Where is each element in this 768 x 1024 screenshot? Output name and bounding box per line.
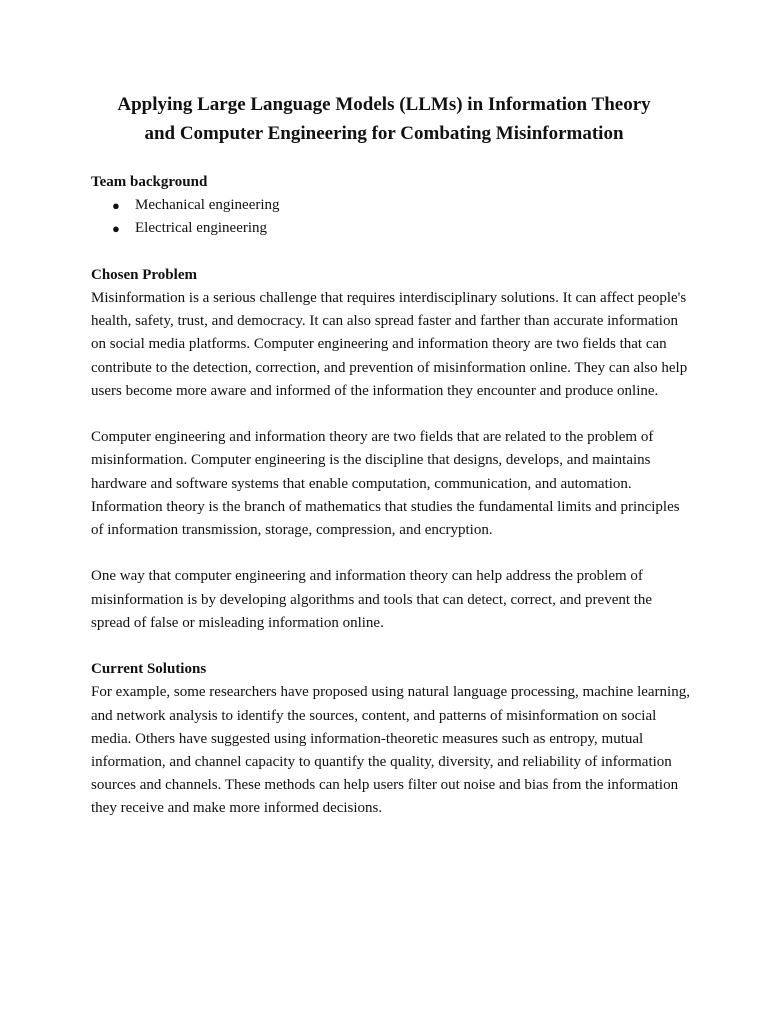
paragraph: For example, some researchers have proposed using natural language processing, machine learning, and network analysis to identify the sources, content, and patterns of misinformation on social media. Others have suggested using information-theoretic measures such as entropy, mutual information, and channel capacity to quantify the quality, diversity, and reliability of information sources and channels. These methods can help users filter out noise and bias from the information they receive and make more informed decisions. <box>91 684 690 817</box>
bullet-icon: ● <box>112 198 120 214</box>
paragraph: One way that computer engineering and information theory can help address the problem of misinformation is by developing algorithms and tools that can detect, correct, and prevent the spread of false or misleading information online. <box>91 568 653 631</box>
paragraph: Misinformation is a serious challenge that requires interdisciplinary solutions. It can affect people's health, safety, trust, and democracy. It can also spread faster and farther than accurate information on social media platforms. Computer engineering and information theory are two fields that can contribute to the detection, correction, and prevention of misinformation online. They can also help users become more aware and informed of the information they encounter and produce online. <box>91 290 688 399</box>
list-item <box>91 217 691 240</box>
spacer <box>91 542 691 565</box>
spacer <box>91 403 691 426</box>
list-item-text: Electrical engineering <box>135 220 268 237</box>
current-solutions-heading: Current Solutions <box>91 661 207 678</box>
current-solutions-section <box>91 658 691 820</box>
list-item <box>91 194 691 217</box>
document-body <box>91 171 691 821</box>
bullet-icon: ● <box>112 221 120 237</box>
team-background-section <box>91 171 691 241</box>
team-background-heading: Team background <box>91 174 208 190</box>
document-title-line-1: Applying Large Language Models (LLMs) in Information Theory <box>117 94 651 115</box>
team-background-list <box>91 194 691 240</box>
chosen-problem-heading: Chosen Problem <box>91 266 197 283</box>
chosen-problem-section <box>91 264 691 635</box>
document-title-line-2: and Computer Engineering for Combating Misinformation <box>144 122 624 144</box>
spacer <box>91 241 691 264</box>
spacer <box>91 635 691 658</box>
document-title <box>60 91 708 148</box>
paragraph: Computer engineering and information theory are two fields that are related to the problem of misinformation. Computer engineering is the discipline that designs, develops, and maintains hardware and software systems that enable computation, communication, and automation. Information theory is the branch of mathematics that studies the fundamental limits and principles of information transmission, storage, compression, and encryption. <box>91 429 680 539</box>
list-item-text: Mechanical engineering <box>135 197 280 214</box>
